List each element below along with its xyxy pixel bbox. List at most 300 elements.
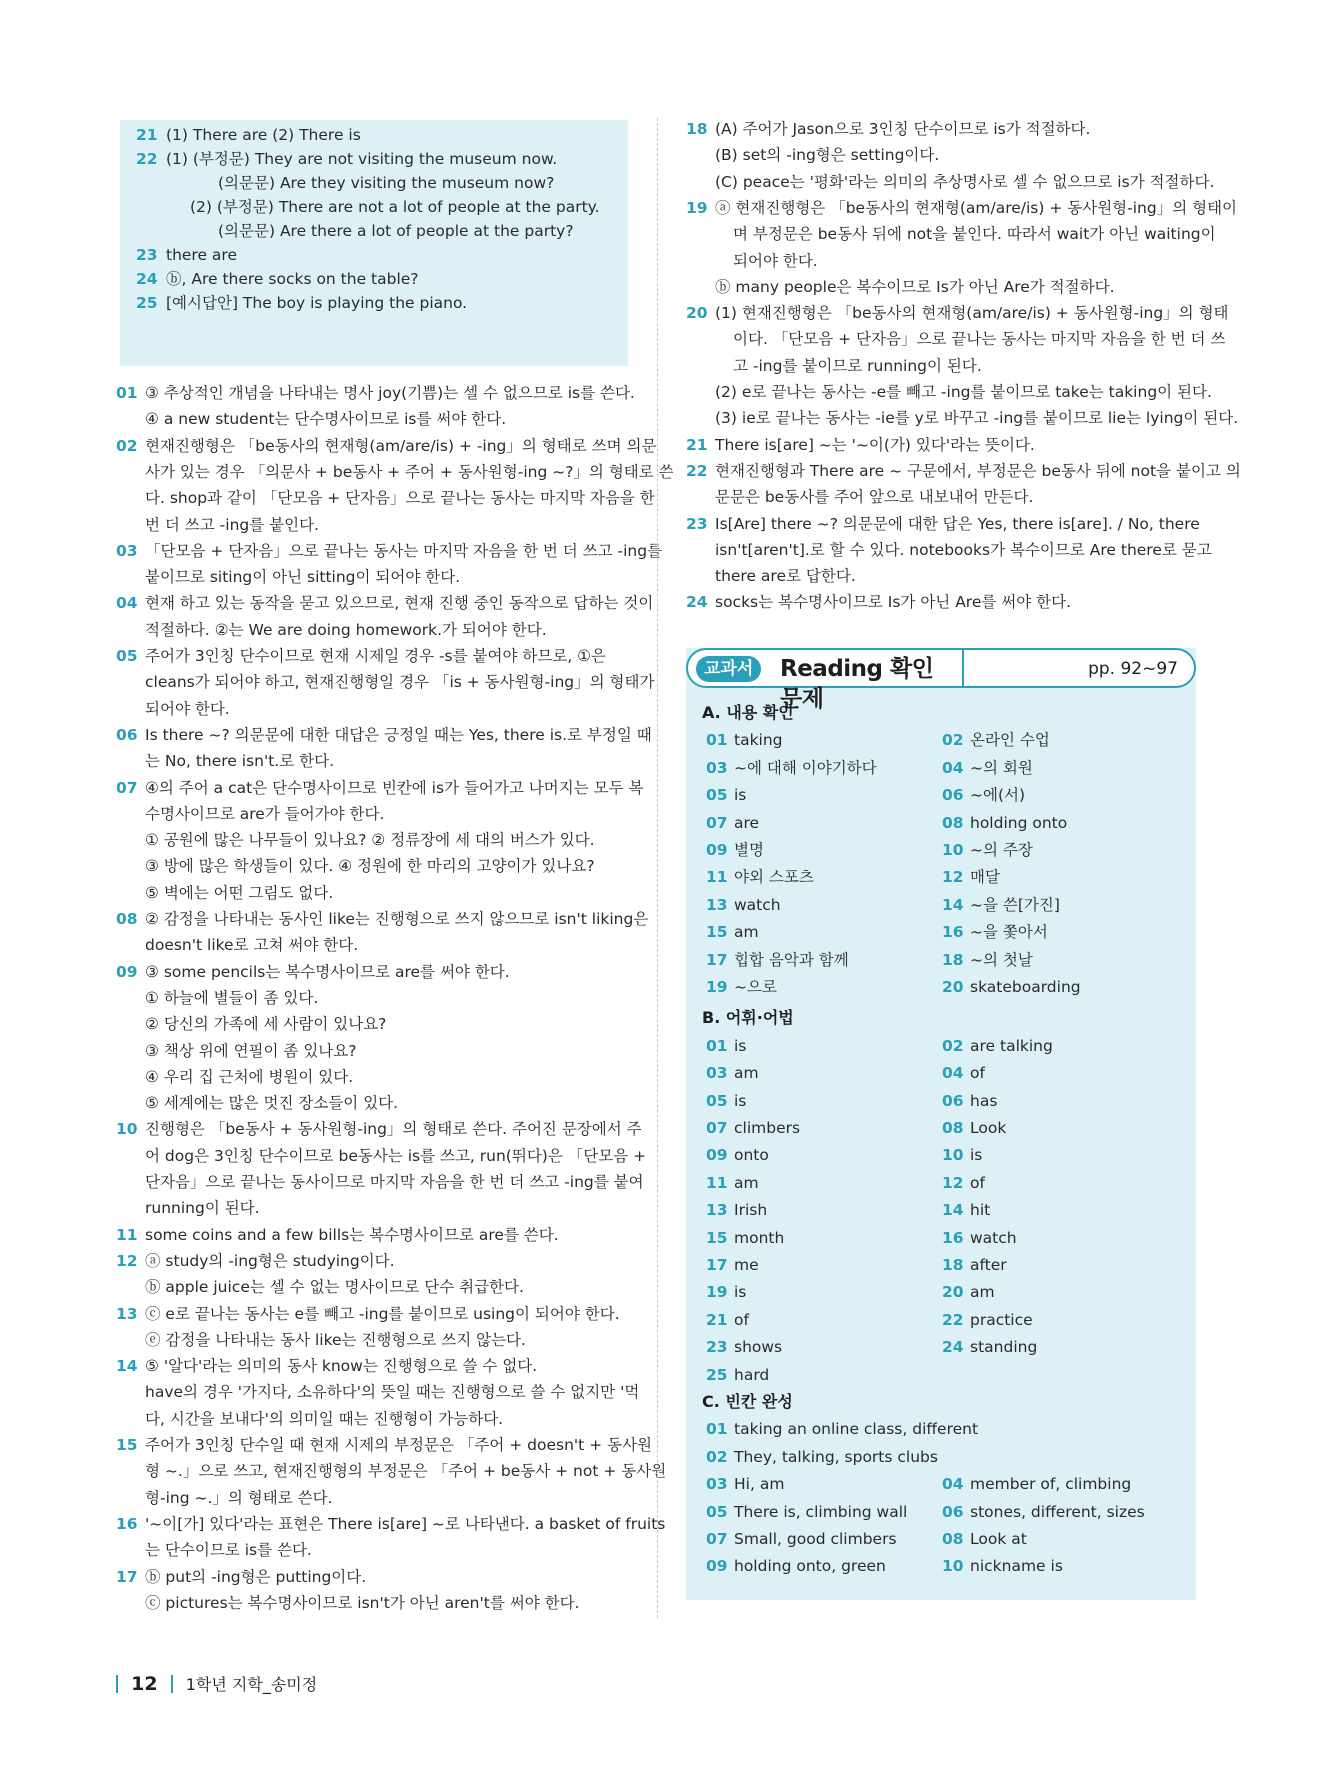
item-text: am [734,1173,759,1192]
item-number: 15 [706,1228,728,1247]
answer-line [136,146,557,172]
item-text: ~을 쫓아서 [970,923,1048,942]
answer-line [942,1197,990,1223]
answer-line [116,880,333,906]
answer-line [116,906,648,932]
item-number: 19 [686,198,708,217]
item-text: taking [734,731,783,750]
answer-line [116,1564,366,1590]
answer-line [116,1432,652,1458]
answer-line [686,405,1238,431]
answer-line [942,1142,982,1168]
answer-line [942,1553,1063,1579]
answer-line [686,353,982,379]
answer-line [706,947,849,973]
item-text: 되어야 한다. [733,251,818,270]
item-number: 24 [686,593,708,612]
answer-line [706,1362,769,1388]
item-number: 05 [706,786,728,805]
answer-line [706,1170,759,1196]
item-text: holding onto, green [734,1557,886,1576]
section-title: A. 내용 확인 [702,703,794,722]
answer-line [942,864,1000,890]
answer-line [116,1511,665,1537]
answer-line [116,1222,559,1248]
item-number: 02 [116,436,138,455]
answer-line [942,974,1081,1000]
item-number: 08 [116,910,138,928]
answer-box [120,120,628,366]
item-text: ⓑ many people은 복수이므로 Is가 아닌 Are가 적절하다. [715,277,1115,296]
item-text: is [970,1146,983,1165]
item-text: 주어가 3인칭 단수이므로 현재 시제일 경우 -s를 붙여야 하므로, ①은 [145,647,607,665]
item-number: 03 [706,758,728,777]
item-text: some coins and a few bills는 복수명사이므로 are를 쓴다. [145,1225,559,1244]
item-text: ⓑ apple juice는 셀 수 없는 명사이므로 단수 취급한다. [145,1278,524,1297]
answer-line [116,512,319,538]
item-text: ⑤ 벽에는 어떤 그림도 없다. [145,883,334,902]
item-number: 22 [686,461,708,480]
item-number: 09 [706,1557,728,1576]
item-text: member of, climbing [970,1475,1132,1494]
answer-line [706,1225,784,1251]
answer-line [942,1307,1033,1333]
item-number: 04 [116,594,138,613]
item-text: (3) ie로 끝나는 동사는 -ie를 y로 바꾸고 -ing를 붙이므로 lie는 lying이 된다. [715,409,1239,428]
item-text: (B) set의 -ing형은 setting이다. [715,146,940,165]
answer-line [686,432,1035,458]
answer-line [116,1590,579,1616]
item-text: There is, climbing wall [734,1502,908,1521]
item-text: Irish [734,1201,768,1220]
answer-line [706,727,783,753]
item-text: doesn't like로 고쳐 써야 한다. [145,936,359,955]
item-text: 는 단수이므로 is를 쓴다. [145,1541,312,1560]
footer-divider [116,1675,118,1693]
item-text: ① 하늘에 별들이 좀 있다. [145,988,319,1007]
item-text: 주어가 3인칭 단수일 때 현재 시제의 부정문은 「주어 + doesn't + 동사원 [145,1436,653,1454]
answer-line [116,1537,312,1563]
answer-line [136,218,574,244]
item-text: 어 dog은 3인칭 단수이므로 be동사는 is를 쓰고, run(뛰다)은 「단모음 + [145,1146,647,1165]
answer-line [686,458,1241,484]
item-text: 붙이므로 siting이 아닌 sitting이 되어야 한다. [145,568,461,587]
answer-line [706,1334,782,1360]
item-text: of [734,1310,749,1329]
item-text: ~의 회원 [970,758,1033,777]
item-text: ① 공원에 많은 나무들이 있나요? ② 정류장에 세 대의 버스가 있다. [145,831,595,850]
item-text: ~으로 [734,978,777,996]
answer-line [706,1526,897,1552]
answer-line [706,1471,784,1497]
item-text: 이다. 「단모음 + 단자음」으로 끝나는 동사는 마지막 자음을 한 번 더 쓰 [733,330,1226,349]
item-text: 단자음」으로 끝나는 동사이므로 마지막 자음을 한 번 더 쓰고 -ing를 붙여 [145,1173,644,1191]
answer-line [116,1090,398,1116]
answer-line [706,1553,886,1579]
item-number: 25 [136,294,158,312]
answer-line [706,810,759,836]
book-title: 1학년 지학_송미정 [185,1675,318,1694]
item-number: 16 [942,1228,964,1247]
section-title: C. 빈칸 완성 [702,1392,793,1411]
item-text: ~에 대해 이야기하다 [734,758,877,777]
answer-line [116,932,358,958]
answer-line [116,1485,333,1511]
item-text: (2) (부정문) There are not a lot of people at the party. [190,198,600,216]
answer-line [706,864,814,890]
item-text: 현재진행형과 There are ~ 구문에서, 부정문은 be동사 뒤에 not을 붙이고 의 [715,461,1241,480]
answer-line [706,1197,767,1223]
item-number: 06 [116,725,138,744]
item-text: onto [734,1146,769,1165]
item-text: '~이[가] 있다'라는 표현은 There is[are] ~로 나타낸다. a basket of fruits [145,1514,666,1533]
answer-line [942,1115,1006,1141]
item-text: running이 된다. [145,1199,260,1218]
answer-line [116,433,656,459]
answer-line [942,755,1033,781]
item-text: cleans가 되어야 하고, 현재진행형일 경우 「is + 동사원형-ing」의 형태가 [145,673,655,692]
answer-line [116,406,506,432]
item-text: 형 ~.」으로 쓰고, 현재진행형의 부정문은 「주어 + be동사 + not + 동사원 [145,1462,667,1481]
item-text: watch [734,895,781,914]
item-number: 03 [706,1064,728,1083]
item-number: 14 [116,1357,138,1376]
reading-pages: pp. 92~97 [1088,659,1178,679]
item-text: 형-ing ~.」의 형태로 쓴다. [145,1488,333,1507]
item-text: Is[Are] there ~? 의문문에 대한 답은 Yes, there is[are]. / No, there [715,514,1200,533]
section-title: B. 어휘·어법 [702,1008,794,1028]
answer-line [686,484,1033,510]
item-text: nickname is [970,1557,1063,1576]
answer-line [116,1195,260,1221]
item-text: 적절하다. ②는 We are doing homework.가 되어야 한다. [145,620,547,639]
answer-line [116,696,230,722]
item-text: after [970,1256,1007,1274]
item-text: there are [166,246,237,264]
item-text: 는 No, there isn't.로 한다. [145,752,335,771]
item-text: 수명사이므로 are가 들어가야 한다. [145,804,385,823]
item-number: 18 [686,120,708,138]
answer-line [706,837,764,863]
answer-line [942,892,1060,918]
item-number: 17 [116,1567,138,1586]
item-text: 별명 [734,841,764,859]
item-text: (2) e로 끝나는 동사는 -e를 빼고 -ing를 붙이므로 take는 taking이 된다. [715,383,1212,401]
item-text: ~의 첫날 [970,950,1033,969]
answer-line [116,1301,620,1327]
item-text: practice [970,1310,1033,1329]
item-number: 06 [942,786,964,805]
item-number: 10 [116,1120,138,1139]
answer-line [116,1274,524,1300]
item-number: 07 [706,813,728,832]
item-text: ⓔ 감정을 나타내는 동사 like는 진행형으로 쓰지 않는다. [145,1330,526,1349]
answer-line [116,1458,666,1484]
answer-line [942,1225,1017,1251]
item-text: ⓑ put의 -ing형은 putting이다. [145,1567,367,1586]
item-number: 20 [942,1283,964,1302]
item-number: 13 [706,1201,728,1220]
item-text: ③ 책상 위에 연필이 좀 있나요? [145,1041,357,1060]
item-text: 다. shop과 같이 「단모음 + 단자음」으로 끝나는 동사는 마지막 자음을 한 [145,489,655,508]
answer-line [116,459,674,485]
answer-line [116,1064,353,1090]
answer-line [686,274,1115,300]
item-number: 02 [942,1036,964,1055]
answer-line [686,300,1229,326]
item-text: watch [970,1228,1017,1247]
item-text: of [970,1064,985,1083]
answer-line [686,589,1071,615]
item-number: 05 [706,1091,728,1110]
item-number: 24 [136,270,158,288]
answer-line [686,563,856,589]
item-text: climbers [734,1119,801,1137]
item-text: 며 부정문은 be동사 뒤에 not을 붙인다. 따라서 wait가 아닌 waiting이 [733,225,1216,244]
item-text: is [734,1036,747,1055]
item-text: [예시답안] The boy is playing the piano. [166,294,468,312]
answer-line [942,1279,995,1305]
item-text: 다, 시간을 보내다'의 의미일 때는 진행형이 가능하다. [145,1409,504,1428]
item-number: 15 [116,1436,138,1454]
answer-line [706,1115,800,1141]
item-text: 되어야 한다. [145,699,230,718]
answer-line [116,1248,395,1274]
answer-line [942,1088,997,1114]
answer-line [116,485,655,511]
reading-pages-bar [956,648,1196,688]
answer-line [136,242,237,268]
item-number: 04 [942,758,964,777]
item-number: 09 [706,841,728,859]
answer-line [686,169,1214,195]
item-number: 07 [706,1530,728,1548]
item-number: 07 [706,1119,728,1137]
item-number: 01 [706,1036,728,1055]
item-text: are [734,813,760,832]
answer-line [706,1416,978,1442]
answer-line [942,1170,985,1196]
answer-line [116,1143,646,1169]
item-text: ③ 추상적인 개념을 나타내는 명사 joy(기쁨)는 셀 수 없으므로 is를 쓴다. [145,384,635,402]
answer-line [136,170,554,196]
item-number: 19 [706,978,728,996]
item-text: 현재진행형은 「be동사의 현재형(am/are/is) + -ing」의 형태로 쓰며 의문 [145,436,657,455]
answer-line [942,782,1025,808]
answer-line [116,1353,537,1379]
answer-line [686,511,1200,537]
item-text: ④ 우리 집 근처에 병원이 있다. [145,1067,354,1086]
item-text: Is there ~? 의문문에 대한 대답은 긍정일 때는 Yes, there is.로 부정일 때 [145,725,652,744]
answer-line [942,1471,1131,1497]
item-number: 10 [942,1557,964,1576]
item-text: 야외 스포츠 [734,868,814,887]
item-text: taking an online class, different [734,1420,979,1439]
item-text: ⑤ 세계에는 많은 멋진 장소들이 있다. [145,1094,399,1113]
item-number: 11 [706,868,728,887]
answer-line [116,1169,644,1195]
item-text: is [734,1283,747,1302]
item-number: 21 [136,126,158,144]
item-number: 15 [706,923,728,942]
item-text: 현재 하고 있는 동작을 묻고 있으므로, 현재 진행 중인 동작으로 답하는 것이 [145,594,654,613]
item-number: 02 [942,731,964,750]
answer-line [942,919,1048,945]
answer-line [942,1526,1027,1552]
item-text: (의문문) Are they visiting the museum now? [218,174,555,192]
item-text: of [970,1173,985,1192]
item-text: 매달 [970,868,1000,887]
item-number: 04 [942,1475,964,1494]
answer-line [942,810,1067,836]
item-number: 20 [686,304,708,323]
answer-line [136,266,419,292]
item-text: ⓑ, Are there socks on the table? [166,270,419,288]
answer-line [942,1060,985,1086]
item-text: (1) There are (2) There is [166,126,361,144]
item-text: holding onto [970,813,1068,832]
answer-line [116,1406,503,1432]
item-number: 14 [942,1201,964,1220]
item-number: 09 [116,962,138,981]
item-text: me [734,1256,759,1274]
item-number: 09 [706,1146,728,1165]
answer-line [116,853,595,879]
item-text: is [734,1091,747,1110]
answer-line [116,1379,639,1405]
answer-line [686,221,1216,247]
item-number: 11 [116,1225,138,1244]
answer-line [942,837,1033,863]
reading-tab [686,648,964,712]
item-text: hard [734,1365,770,1384]
answer-line [116,1116,642,1142]
item-number: 05 [116,647,138,665]
answer-line [706,1060,759,1086]
item-text: (의문문) Are there a lot of people at the party? [218,222,574,240]
item-number: 24 [942,1338,964,1357]
item-text: ~의 주장 [970,841,1033,859]
item-text: (A) 주어가 Jason으로 3인칭 단수이므로 is가 적절하다. [715,120,1091,138]
item-number: 03 [116,541,138,560]
answer-line [136,194,600,220]
item-text: am [970,1283,995,1302]
item-number: 23 [686,514,708,533]
item-text: isn't[aren't].로 할 수 있다. notebooks가 복수이므로 Are there로 묻고 [715,540,1212,559]
answer-line [706,1142,769,1168]
item-text: hit [970,1201,991,1220]
item-number: 01 [706,1420,728,1439]
item-text: 힙합 음악과 함께 [734,950,849,969]
item-text: 고 -ing를 붙이므로 running이 된다. [733,356,982,375]
answer-line [116,827,595,853]
answer-line [116,669,654,695]
answer-line [116,617,547,643]
answer-line [706,1033,746,1059]
item-number: 08 [942,813,964,832]
answer-line [116,959,510,985]
item-text: ② 당신의 가족에 세 사람이 있나요? [145,1015,387,1034]
item-text: am [734,1064,759,1083]
reading-title: Reading 확인 문제 [780,656,934,712]
item-number: 23 [706,1338,728,1357]
answer-line [136,122,361,148]
item-text: Small, good climbers [734,1530,897,1548]
item-number: 17 [706,950,728,969]
item-text: ④의 주어 a cat은 단수명사이므로 빈칸에 is가 들어가고 나머지는 모두 복 [145,778,644,797]
item-text: (1) (부정문) They are not visiting the museum now. [166,150,558,168]
reading-header [686,648,1196,712]
answer-line [686,195,1237,221]
item-number: 06 [942,1091,964,1110]
item-number: 10 [942,1146,964,1165]
answer-line [706,892,781,918]
item-number: 25 [706,1365,728,1384]
item-number: 19 [706,1283,728,1302]
item-number: 10 [942,841,964,859]
item-text: skateboarding [970,978,1081,996]
answer-line [942,947,1033,973]
item-text: month [734,1228,785,1247]
reading-check-box [686,648,1196,1600]
answer-line [116,801,384,827]
item-number: 06 [942,1502,964,1521]
footer-divider [171,1675,173,1693]
item-text: 사가 있는 경우 「의문사 + be동사 + 주어 + 동사원형-ing ~?」의 형태로 쓴 [145,462,674,481]
answer-line [706,755,877,781]
answer-line [706,1279,746,1305]
page-number: 12 [131,1672,158,1695]
item-number: 13 [706,895,728,914]
item-text: ⓐ 현재진행형은 「be동사의 현재형(am/are/is) + 동사원형-ing」의 형태이 [715,198,1238,217]
answer-line [706,1252,759,1278]
answer-line [116,643,606,669]
item-text: shows [734,1338,783,1357]
item-number: 04 [942,1064,964,1083]
item-number: 12 [942,1173,964,1192]
item-number: 18 [942,950,964,969]
item-number: 02 [706,1447,728,1466]
item-text: there are로 답한다. [715,567,856,586]
page-footer [116,1672,317,1698]
item-number: 03 [706,1475,728,1494]
answer-line [116,564,460,590]
item-text: ⓒ e로 끝나는 동사는 e를 빼고 -ing를 붙이므로 using이 되어야 한다. [145,1304,620,1323]
answer-line [116,722,652,748]
item-text: Hi, am [734,1475,785,1494]
answer-line [686,248,818,274]
item-number: 05 [706,1502,728,1521]
column-divider [657,118,658,1618]
item-text: There is[are] ~는 '~이(가) 있다'라는 뜻이다. [715,435,1035,454]
answer-line [942,1033,1053,1059]
item-text: has [970,1091,998,1110]
item-text: (C) peace는 '평화'라는 의미의 추상명사로 셀 수 없으므로 is가 적절하다. [715,172,1215,191]
item-text: standing [970,1338,1038,1357]
item-number: 16 [942,923,964,942]
item-text: ~에(서) [970,786,1026,805]
answer-line [116,775,643,801]
answer-line [136,290,467,316]
item-number: 23 [136,246,158,264]
item-number: 17 [706,1256,728,1274]
item-text: are talking [970,1036,1053,1055]
answer-line [706,782,746,808]
item-number: 16 [116,1514,138,1533]
item-text: They, talking, sports clubs [734,1447,938,1466]
item-number: 22 [136,150,158,168]
item-number: 11 [706,1173,728,1192]
